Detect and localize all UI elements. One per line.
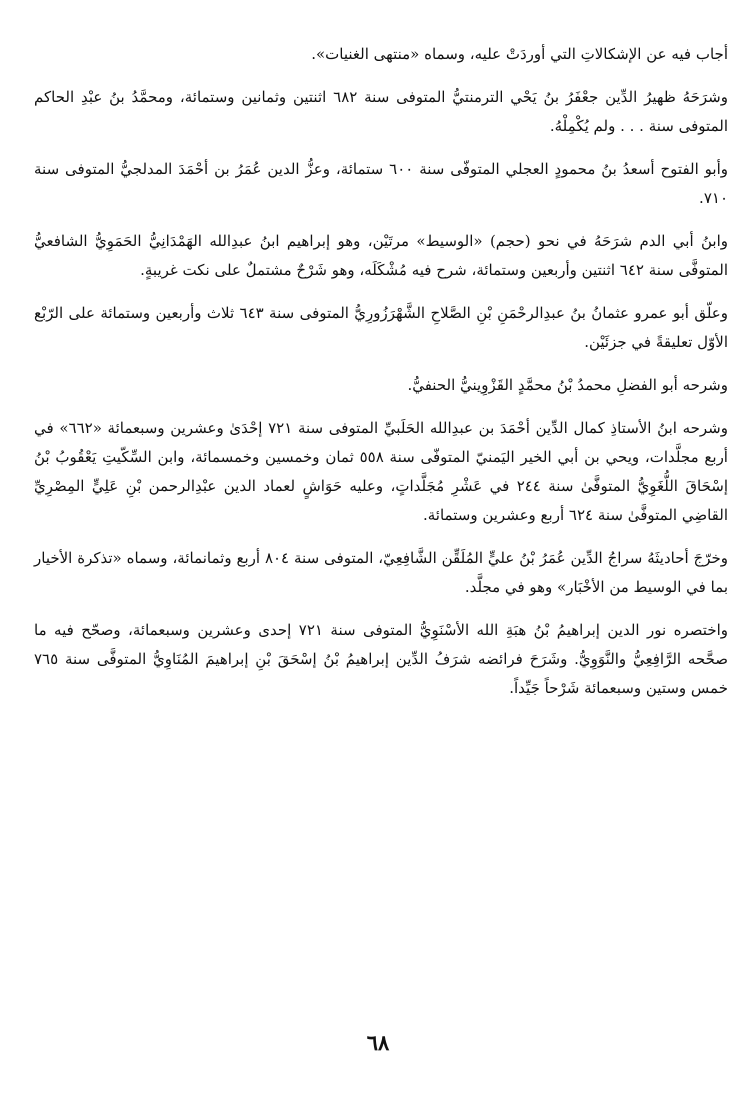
paragraph-4: وابنُ أبي الدم شرَحَهُ في نحو (حجم) «الوسيط» مرتَيْن، وهو إبراهيم ابنُ عبدِالله الهَمْدَانِيُّ الحَمَوِيُّ الشافعيُّ المتوفَّى سنة ٦٤٢ اثنتين وأربعين وستمائة، شرح فيه مُشْكَلَه، وهو شَرْحٌ مشتملٌ على نكت غريبةٍ. [34, 232, 728, 279]
paragraph-2: وشرَحَهُ ظهيرُ الدِّين جعْفَرُ بنُ يَحْي الترمنتيُّ المتوفى سنة ٦٨٢ اثنتين وثمانين وستمائة، ومحمَّدُ بنُ عبْدِ الحاكم المتوفى سنة . . . ولم يُكْمِلْهُ. [34, 88, 728, 135]
paragraph-5: وعلّق أبو عمرو عثمانُ بنُ عبدِالرحْمَنِ بْنِ الصَّلاحِ الشَّهْرَزُورِيُّ المتوفى سنة ٦٤٣ ثلاث وأربعين وستمائة على الرّبْع الأوّل تعليقةً في جزئَيْن. [34, 304, 728, 351]
paragraph-1: أجاب فيه عن الإشكالاتِ التي أوردَتْ عليه، وسماه «منتهى الغنيات». [311, 45, 728, 63]
paragraph-9: واختصره نور الدين إبراهيمُ بْنُ هبَةِ الله الأسْنَوِيُّ المتوفى سنة ٧٢١ إحدى وعشرين وسبعمائة، وصحّح فيه ما صحَّحه الرَّافِعِيُّ والنَّوَوِيُّ. وشَرَحَ فرائضه شرَفُ الدِّين إبراهيمُ بْنُ إسْحَقَ بْنِ إبراهيمَ المُنَاوِيُّ المتوفَّى سنة ٧٦٥ خمس وستين وسبعمائة شَرْحاً جَيِّداً. [34, 621, 729, 697]
paragraph-3: وأبو الفتوح أسعدُ بنُ محمودٍ العجلي المتوفّى سنة ٦٠٠ ستمائة، وعزُّ الدين عُمَرُ بن أحْمَدَ المدلجيُّ المتوفى سنة ٧١٠. [34, 160, 728, 207]
paragraph-8: وخرّجَ أحاديثَهُ سراجُ الدِّين عُمَرُ بْنُ عليٍّ المُلَقِّن الشَّافِعِيّ، المتوفى سنة ٨٠٤ أربع وثمانمائة، وسماه «تذكرة الأخيار بما في الوسيط من الأخْبَار» وهو في مجلَّد. [34, 549, 728, 596]
body-text [34, 40, 728, 717]
page-number: ٦٨ [366, 1030, 390, 1055]
paragraph-6: وشرحه أبو الفضلِ محمدُ بْنُ محمَّدٍ القَزْوِينيُّ الحنفيُّ. [407, 376, 728, 394]
paragraph-7: وشرحه ابنُ الأستاذِ كمال الدِّين أحْمَدَ بن عبدِالله الحَلَبيِّ المتوفى سنة ٧٢١ إحْدَىٰ وعشرين وسبعمائة «٦٦٢» في أربع مجلَّدات، ويحي بن أبي الخير اليَمنيّ المتوفّى سنة ٥٥٨ ثمان وخمسين وخمسمائة، وابن السِّكّيتِ يَعْقُوبُ بْنُ إسْحَاقَ اللُّغَوِيُّ المتوفَّىٰ سنة ٢٤٤ في عَشْرِ مُجَلَّداتٍ، وعليه حَوَاشٍ لعماد الدين عبْدِالرحمن بْنِ عَلِيٍّ المِصْرِيِّ القاضِي المتوفَّىٰ سنة ٦٢٤ أربع وعشرين وستمائة. [34, 419, 729, 524]
